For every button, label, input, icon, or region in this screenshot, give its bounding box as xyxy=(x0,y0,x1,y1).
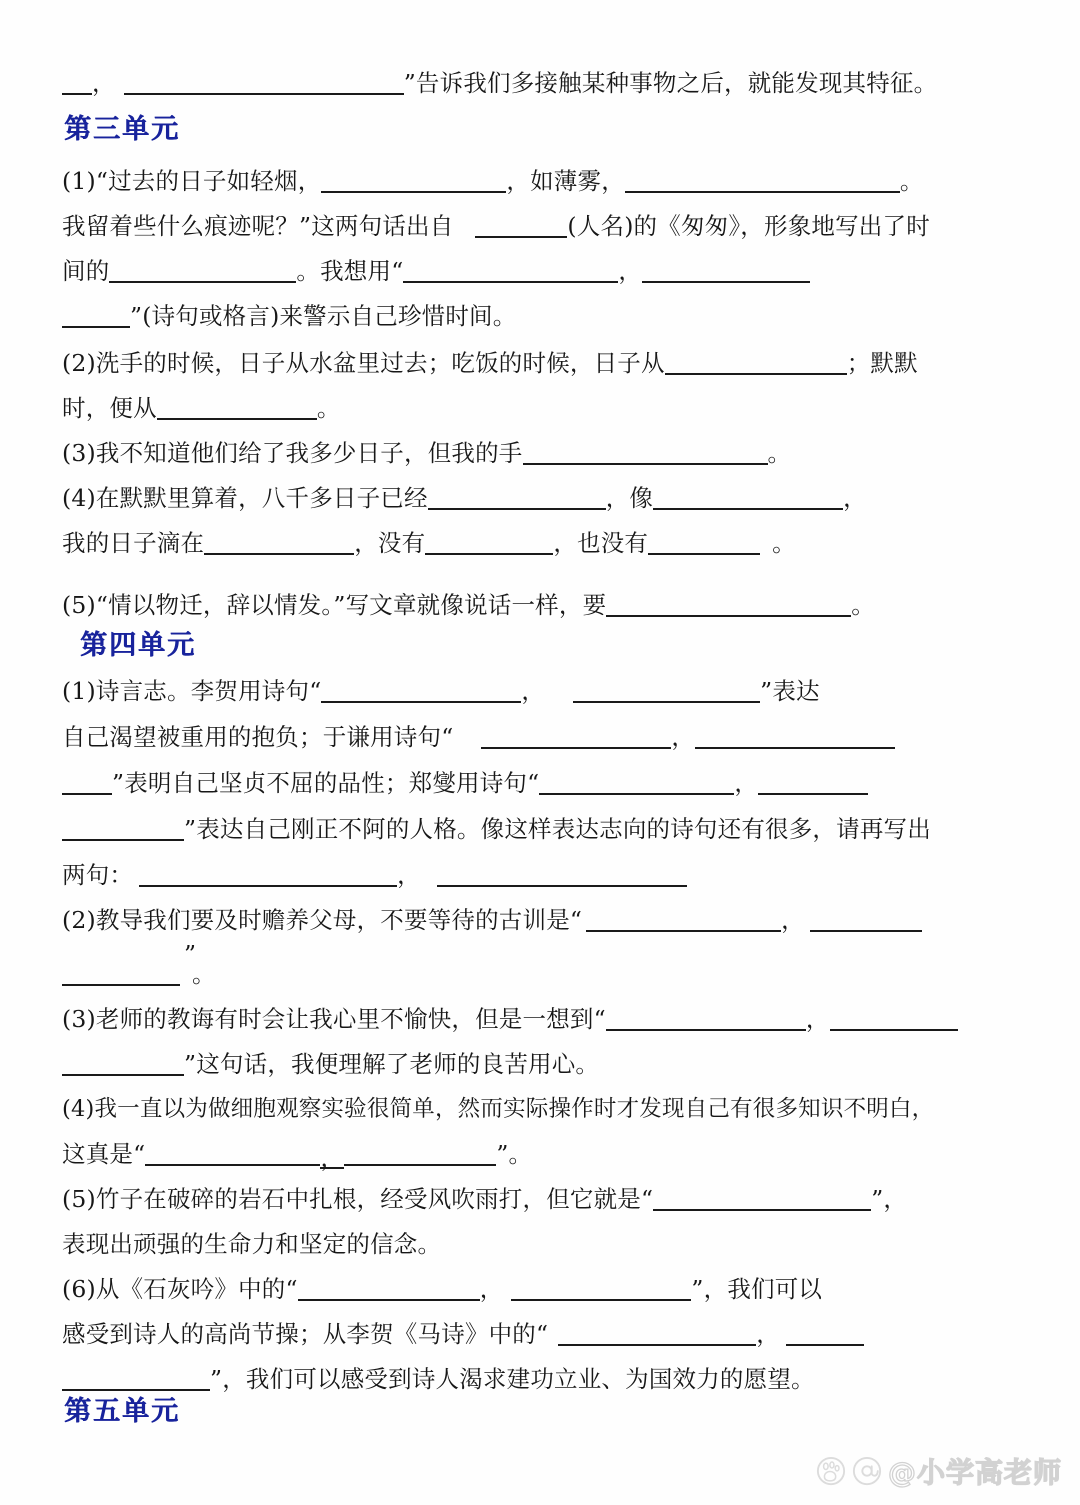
unit4-item2-line2 xyxy=(62,960,1022,988)
text-seg: 诗言志。李贺用诗句“ xyxy=(95,677,322,705)
unit4-item3-line1 xyxy=(62,1005,1022,1033)
unit3-item5-line1 xyxy=(62,591,1022,619)
text-seg: 间的 xyxy=(62,257,110,285)
carryover-text: 告诉我们多接触某种事物之后，就能发现其特征。 xyxy=(415,69,938,97)
text-seg: ， xyxy=(734,769,759,797)
text-seg: 竹子在破碎的岩石中扎根，经受风吹雨打，但它就是“ xyxy=(95,1185,654,1213)
text-seg-on-rule: ， xyxy=(320,1144,345,1172)
unit4-item4-line2 xyxy=(62,1140,1022,1172)
unit3-item1-line3 xyxy=(62,257,1022,285)
text-seg: ， xyxy=(843,484,867,512)
text-seg: (人名)的《匆匆》，形象地写出了时 xyxy=(567,212,930,240)
text-seg: ，如薄雾， xyxy=(506,167,625,195)
at-sign-icon xyxy=(852,1456,882,1486)
unit4-item1-line5 xyxy=(62,861,1022,889)
text-seg: 两句： xyxy=(62,861,134,889)
text-seg: ”表达自己刚正不阿的人格。像这样表达志向的诗句还有很多，请再写出 xyxy=(184,815,931,843)
text-seg: 教导我们要及时赡养父母，不要等待的古训是“ xyxy=(95,906,583,934)
text-seg: “情以物迁，辞以情发。”写文章就像说话一样，要 xyxy=(95,591,607,619)
unit4-item1-line3 xyxy=(62,769,1022,797)
text-seg: ，也没有 xyxy=(553,529,649,557)
unit4-item1-line2 xyxy=(62,723,1022,751)
text-seg: ”这句话，我便理解了老师的良苦用心。 xyxy=(184,1050,600,1078)
item-number: (6) xyxy=(62,1275,96,1303)
item-number: (2) xyxy=(62,349,96,377)
unit3-item2-line2 xyxy=(62,394,1022,422)
text-seg: ， xyxy=(479,1275,504,1303)
text-seg: 我的日子滴在 xyxy=(62,529,205,557)
text-seg: 。 xyxy=(851,591,875,619)
unit3-item4-line1 xyxy=(62,484,1022,512)
item-number: (5) xyxy=(62,1185,96,1213)
unit4-item6-line1 xyxy=(62,1275,1022,1303)
text-seg: ， xyxy=(781,906,805,934)
item-number: (1) xyxy=(62,677,96,705)
text-seg: ；默默 xyxy=(846,349,918,377)
text-seg: ”，我们可以 xyxy=(691,1275,823,1303)
text-seg: 表现出顽强的生命力和坚定的信念。 xyxy=(62,1230,442,1258)
text-seg: ”表明自己坚贞不屈的品性；郑燮用诗句“ xyxy=(112,769,540,797)
text-seg: ”。 xyxy=(496,1140,533,1168)
text-seg: ”(诗句或格言)来警示自己珍惜时间。 xyxy=(130,302,517,330)
text-seg: 自己渴望被重用的抱负；于谦用诗句“ xyxy=(62,723,454,751)
unit4-item6-line2 xyxy=(62,1320,1022,1348)
baidu-paw-icon xyxy=(816,1456,846,1486)
text-seg: ，像 xyxy=(605,484,654,512)
text-seg: 在默默里算着，八千多日子已经 xyxy=(95,484,428,512)
item-number: (5) xyxy=(62,591,96,619)
text-seg: 。 xyxy=(772,529,796,557)
item-number: (2) xyxy=(62,906,96,934)
item-number: (1) xyxy=(62,167,96,195)
unit4-item5-line1 xyxy=(62,1185,1022,1213)
text-seg: ， xyxy=(521,677,546,705)
text-seg: ，没有 xyxy=(354,529,426,557)
text-seg: 。 xyxy=(899,167,924,195)
watermark xyxy=(816,1451,1062,1491)
text-seg: ， xyxy=(618,257,643,285)
text-seg: 从《石灰吟》中的“ xyxy=(95,1275,298,1303)
text-seg: ”表达 xyxy=(760,677,820,705)
unit3-item1-line2 xyxy=(62,212,1022,240)
text-seg: 我一直以为做细胞观察实验很简单，然而实际操作时才发现自己有很多知识不明白， xyxy=(94,1096,935,1122)
text-seg: ”， xyxy=(871,1185,908,1213)
text-seg: ” xyxy=(184,940,197,968)
text-seg: 老师的教诲有时会让我心里不愉快，但是一想到“ xyxy=(95,1005,606,1033)
unit4-item3-line2 xyxy=(62,1050,1022,1078)
text-seg: 。 xyxy=(316,394,341,422)
unit4-item2-line1 xyxy=(62,906,1022,934)
item-number: (4) xyxy=(62,1096,95,1122)
text-seg: ， xyxy=(756,1320,780,1348)
item-number: (4) xyxy=(62,484,96,512)
watermark-handle: @小学高老师 xyxy=(887,1456,1062,1489)
text-seg: ， xyxy=(671,723,696,751)
item-number: (3) xyxy=(62,1005,96,1033)
carryover-close-quote: ” xyxy=(403,69,416,97)
unit3-item4-line2 xyxy=(62,529,1022,557)
unit-heading-3: 第三单元 xyxy=(64,114,180,145)
unit4-item5-line2 xyxy=(62,1230,1022,1258)
unit3-item3-line1 xyxy=(62,439,1022,467)
carryover-comma: ， xyxy=(92,69,116,97)
text-seg: 。 xyxy=(192,960,216,988)
unit4-item4-line1 xyxy=(62,1098,1022,1121)
text-seg: “过去的日子如轻烟， xyxy=(95,167,322,195)
unit-heading-5: 第五单元 xyxy=(64,1396,180,1427)
text-seg: 感受到诗人的高尚节操；从李贺《马诗》中的“ xyxy=(62,1320,549,1348)
text-seg: 。 xyxy=(767,439,792,467)
text-seg: 我不知道他们给了我多少日子，但我的手 xyxy=(95,439,523,467)
item-number: (3) xyxy=(62,439,96,467)
unit4-item1-line4 xyxy=(62,815,1022,843)
unit3-item1-line1 xyxy=(62,167,1022,195)
carryover-line xyxy=(62,69,1022,97)
text-seg: 我留着些什么痕迹呢？”这两句话出自 xyxy=(62,212,454,240)
text-seg: 时，便从 xyxy=(62,394,157,422)
unit4-item6-line3 xyxy=(62,1365,1022,1393)
unit3-item1-line4 xyxy=(62,302,1022,330)
unit4-item1-line1 xyxy=(62,677,1022,705)
text-seg: ， xyxy=(397,861,421,889)
text-seg: 。我想用“ xyxy=(296,257,404,285)
text-seg: 洗手的时候，日子从水盆里过去；吃饭的时候，日子从 xyxy=(95,349,665,377)
unit3-item2-line1 xyxy=(62,349,1022,377)
text-seg: ， xyxy=(805,1005,830,1033)
unit-heading-4: 第四单元 xyxy=(80,630,196,661)
text-seg: ”，我们可以感受到诗人渴求建功立业、为国效力的愿望。 xyxy=(210,1365,815,1393)
text-seg: 这真是“ xyxy=(62,1140,146,1168)
